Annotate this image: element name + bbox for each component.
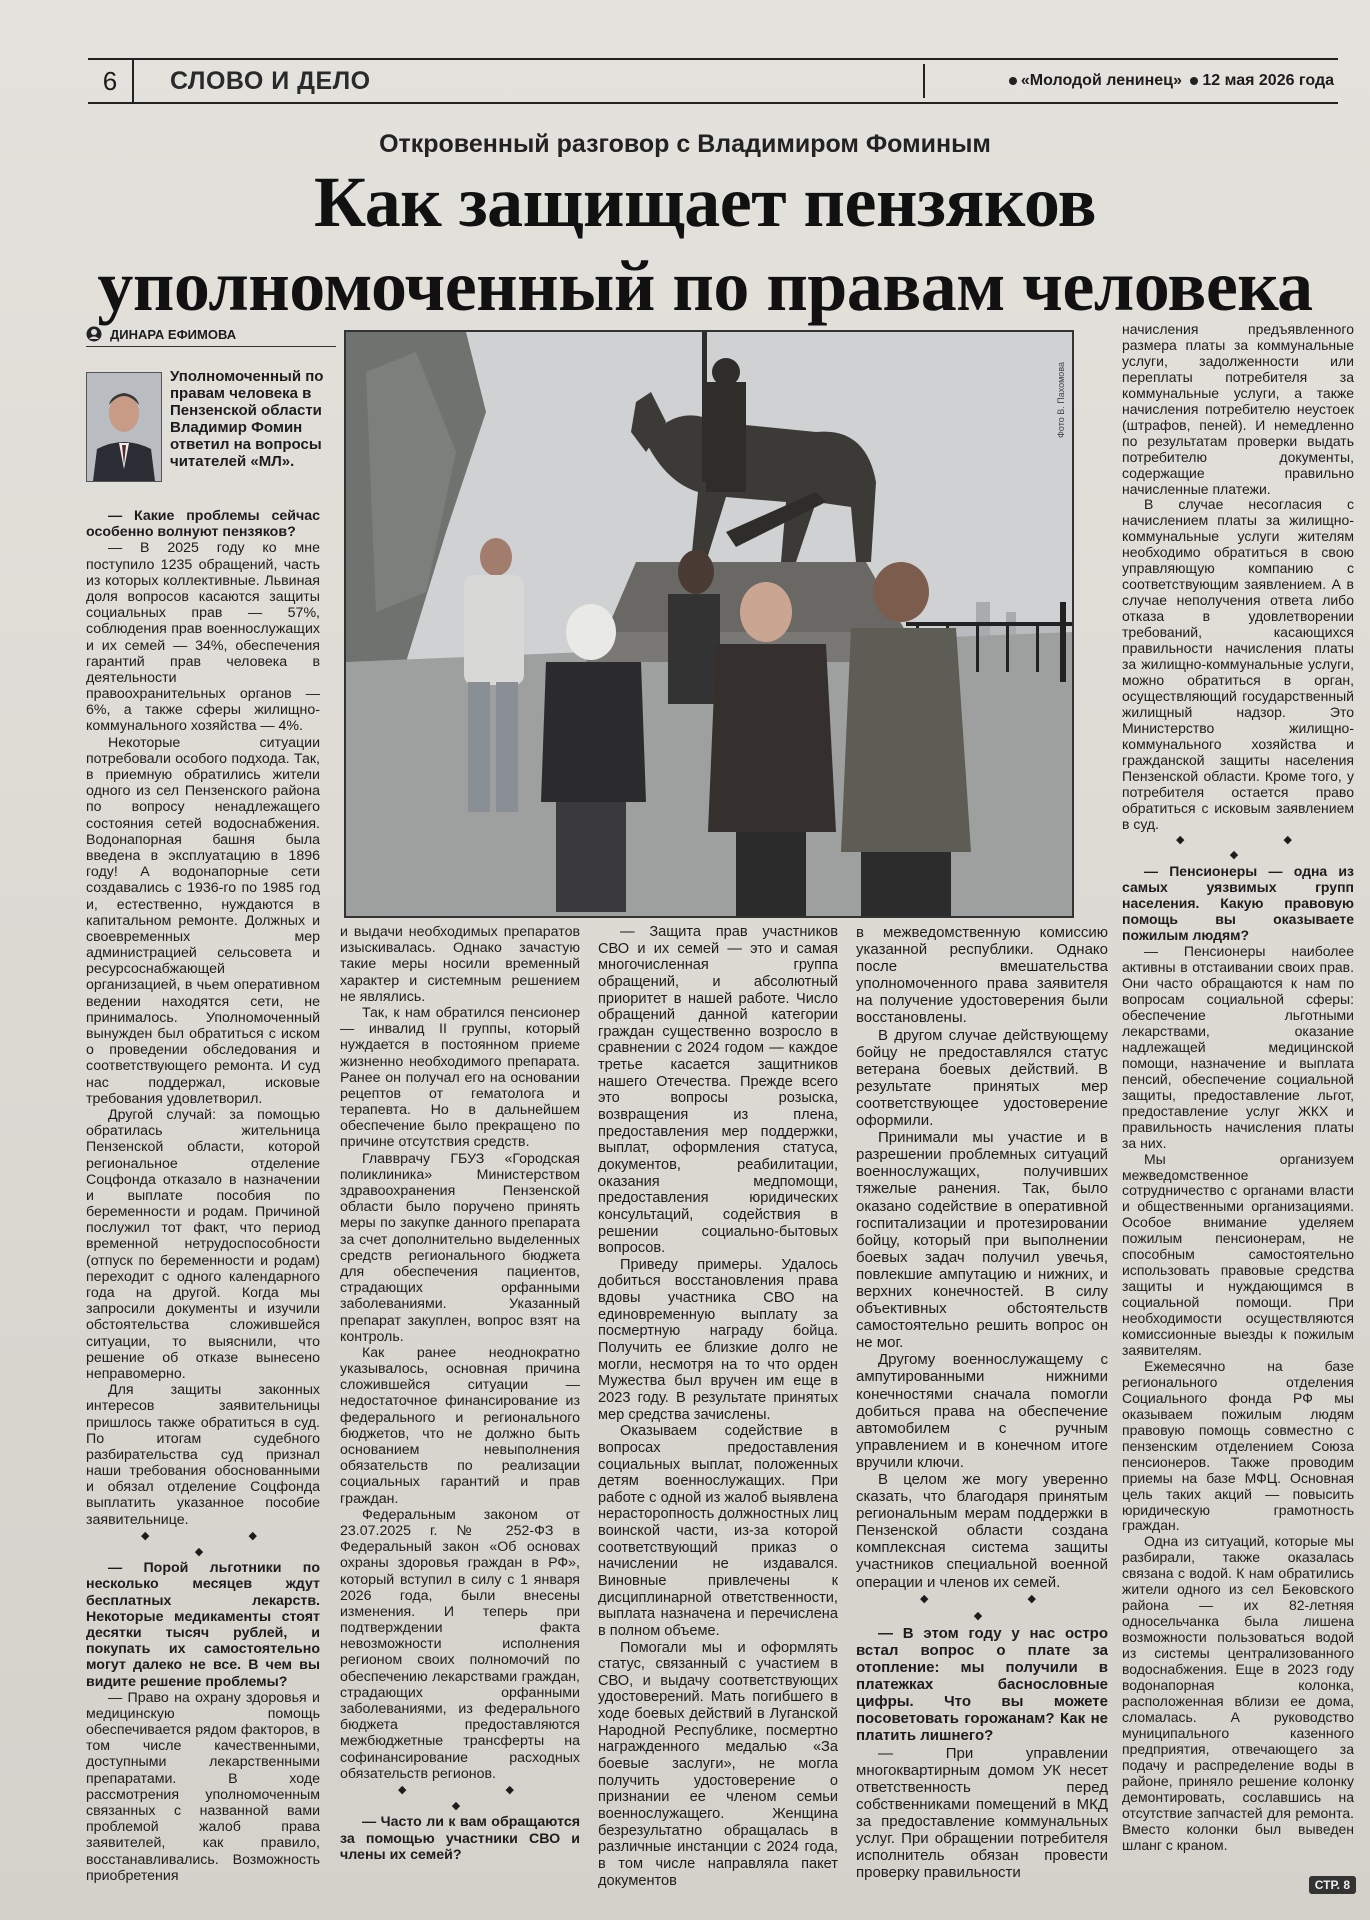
interview-question: — Часто ли к вам обращаются за помощью участники СВО и члены их семей? xyxy=(340,1814,580,1863)
article-column-5 xyxy=(1122,322,1354,1854)
article-paragraph: — Защита прав участников СВО и их семей — это и самая многочисленная группа обращений, и абсолютный приоритет в нашей работе. Число обращений данной категории граждан существенно возросло в сравнении с 2024 годом — каждое третье касается защитников нашего Отечества. Прежде всего это вопросы розыска, возвращения из плена, предоставления мер поддержки, выплат, оформления статуса, документов, реабилитации, оказания медпомощи, предоставления юридических консультаций, содействия в решении социально-бытовых вопросов. xyxy=(598,924,838,1257)
article-paragraph: Как ранее неоднократно указывалось, основная причина сложившейся ситуации — недостаточное финансирование из федерального и регионального бюджетов, что не должно быть основанием невыполнения обязательств по реализации социальных гарантий и прав граждан. xyxy=(340,1344,580,1507)
article-lead: Уполномоченный по правам человека в Пензенской области Владимир Фомин ответил на вопросы читателей «МЛ». xyxy=(170,368,324,470)
article-paragraph: В целом же могу уверенно сказать, что благодаря принятым региональным мерам поддержки в Пензенской области создана комплексная система защиты участников специальной военной операции и членов их семей. xyxy=(856,1471,1108,1591)
article-paragraph: начисления предъявленного размера платы за коммунальные услуги, задолженности или переплаты потребителя за коммунальные услуги, а также начисления потребителю неустоек (штрафов, пеней). И немедленно по результатам проверки выдать потребителю документы, содержащие правильно начисленные платежи. xyxy=(1122,321,1354,497)
section-divider: ◆ ◆ ◆ xyxy=(920,1592,1084,1622)
header-divider xyxy=(923,64,925,98)
author-portrait xyxy=(86,372,162,482)
article-column-4 xyxy=(856,924,1108,1881)
page-header xyxy=(88,58,1338,104)
article-paragraph: В случае несогласия с начислением платы за жилищно-коммунальные услуги жителям необходимо обратиться в свою управляющую компанию с соответствующим заявлением. А в случае неполучения ответа либо отказа в удовлетворении требований, касающихся правильности начисления платы за жилищно-коммунальные услуги, можно обратиться в орган, осуществляющий государственный жилищный надзор. Это Министерство жилищно-коммунального хозяйства и гражданской защиты населения Пензенской области. Кроме того, у потребителя остается право обратиться с исковым заявлением в суд. xyxy=(1122,496,1354,832)
monument-scene-illustration xyxy=(346,332,1072,916)
author-name: ДИНАРА ЕФИМОВА xyxy=(110,326,237,342)
article-paragraph: Одна из ситуаций, которые мы разбирали, также оказалась связана с водой. К нам обратились жители одного из сел Бековского района — их 82-летняя односельчанка была лишена возможности пользоваться водой из системы централизованного водоснабжения. Еще в 2023 году водонапорная колонка, расположенная вблизи ее дома, сломалась. А руководство муниципального казенного предприятия, отвечающего за подачу и распределение воды в районе, приняло решение колонку демонтировать, сославшись на отсутствие запчастей для ремонта. Вместо колонки был выведен шланг с краном. xyxy=(1122,1533,1354,1853)
article-paragraph: Главврачу ГБУЗ «Городская поликлиника» Министерством здравоохранения Пензенской области было поручено принять меры по закупке данного препарата за счет дополнительно выделенных средств регионального бюджета для обеспечения пациентов, страдающих орфанными заболеваниями. Указанный препарат закуплен, вопрос взят на контроль. xyxy=(340,1150,580,1345)
article-paragraph: в межведомственную комиссию указанной республики. Однако после вмешательства уполномоченного права заявителя на получение удостоверения были восстановлены. xyxy=(856,924,1108,1027)
article-paragraph: Оказываем содействие в вопросах предоставления социальных выплат, положенных детям военнослужащих. При работе с одной из жалоб выявлена нерасторопность должностных лиц воинской части, из-за которой соответствующий приказ о начислении не издавался. Виновные привлечены к дисциплинарной ответственности, выплата назначена и перечислена в полном объеме. xyxy=(598,1423,838,1639)
section-divider: ◆ ◆ ◆ xyxy=(141,1529,305,1558)
article-paragraph: Некоторые ситуации потребовали особого подхода. Так, в приемную обратились жители одного из сел Пензенского района по вопросу ненадлежащего состояния сетей водоснабжения. Водонапорная башня была введена в эксплуатацию в 1896 году! А водонапорные сети создавались с 1936-го по 1985 год и, естественно, нуждаются в капитальном ремонте. Должных и своевременных мер администрацией сельсовета и ресурсоснабжающей организацией, в чьем оперативном ведении находятся сети, не принималось. Уполномоченный вынужден был обратиться с иском о проведении обследования и соответствующего ремонта. И суд нас поддержал, исковые требования удовлетворил. xyxy=(86,734,320,1107)
issue-date: 12 мая 2026 года xyxy=(1202,72,1334,89)
portrait-figure xyxy=(87,373,161,481)
main-photo xyxy=(344,330,1074,918)
article-paragraph: Приведу примеры. Удалось добиться восстановления права вдовы участника СВО на единовременную выплату за посмертную награду бойца. Получить ее близкие долго не могли, несмотря на то что орден Мужества был вручен им еще в 2023 году. В результате принятых мер средства зачислены. xyxy=(598,1256,838,1423)
article-paragraph: Другому военнослужащему с ампутированными нижними конечностями сначала помогли добиться права на обеспечение автомобилем с ручным управлением и в конечном итоге вручили ключи. xyxy=(856,1351,1108,1471)
article-paragraph: Ежемесячно на базе регионального отделения Социального фонда РФ мы оказываем пожилым людям правовую помощь совместно с пензенским отделением Союза пенсионеров. Также проводим приемы на базе МФЦ. Основная цель таких акций — повысить юридическую грамотность граждан. xyxy=(1122,1357,1354,1534)
article-kicker: Откровенный разговор с Владимиром Фоминым xyxy=(379,130,991,158)
newspaper-name: «Молодой ленинец» xyxy=(1020,72,1182,89)
byline xyxy=(86,326,336,347)
article-headline xyxy=(60,160,1350,328)
continued-marker: СТР. 8 xyxy=(1309,1876,1356,1894)
article-paragraph: Федеральным законом от 23.07.2025 г. № 252-ФЗ в Федеральный закон «Об основах охраны здоровья граждан в РФ», который вступил в силу с 1 января 2026 года, были внесены изменения. И теперь при подтверждении факта невозможности исполнения регионом своих полномочий по обеспечению лекарствами граждан, страдающих орфанными заболеваниями, из федерального бюджета предоставляются межбюджетные трансферты на софинансирование расходных обязательств регионов. xyxy=(340,1506,580,1782)
article-paragraph: В другом случае действующему бойцу не предоставлялся статус ветерана боевых действий. В результате принятых мер соответствующее удостоверение оформили. xyxy=(856,1026,1108,1130)
interview-question: — В этом году у нас остро встал вопрос о плате за отопление: мы получили в платежках баснословные цифры. Что вы можете посоветовать горожанам? Как не платить лишнего? xyxy=(856,1624,1108,1745)
article-paragraph: Помогали мы и оформлять статус, связанный с участием в СВО, и выдачу соответствующих удостоверений. Мать погибшего в ходе боевых действий в Луганской Народной Республике, посмертно награжденного медалью «За боевые заслуги», не могла получить удостоверение о признании ее членом семьи военнослужащего. Женщина безрезультатно обращалась в различные инстанции с 2024 года, в том числе направляла пакет документов xyxy=(598,1639,838,1889)
publication-info xyxy=(1005,72,1338,90)
article-paragraph: Мы организуем межведомственное сотрудничество с органами власти и общественными организациями. Особое внимание уделяем пожилым пенсионерам, не способным самостоятельно использовать правовые средства защиты и нуждающимся в социальной помощи. При необходимости осуществляются комиссионные выезды к пожилым заявителям. xyxy=(1122,1150,1354,1358)
article-paragraph: Для защиты законных интересов заявительницы пришлось также обратиться в суд. По итогам судебного разбирательства суд признал наши требования обоснованными и обязал отделение Соцфонда выплатить указанное пособие заявительнице. xyxy=(86,1382,320,1528)
article-paragraph: — В 2025 году ко мне поступило 1235 обращений, часть из которых коллективные. Львиная доля вопросов касаются защиты социальных прав — 57%, соблюдения прав военнослужащих и их семей — 34%, обеспечения гарантий прав человека в деятельности правоохранительных органов — 6%, а также сферы жилищно-коммунального хозяйства — 4%. xyxy=(86,540,320,735)
article-paragraph: Принимали мы участие и в разрешении проблемных ситуаций военнослужащих, получивших тяжелые ранения. Так, было оказано содействие в оперативной госпитализации и протезировании бойцу, который при выполнении боевых задач получил увечья, повлекшие ампутацию и нижних, и верхних конечностей. В силу объективных обстоятельств самостоятельно решить вопрос он не мог. xyxy=(856,1129,1108,1352)
photo-credit: Фото В. Пахомова xyxy=(1056,362,1066,438)
article-paragraph: — Пенсионеры наиболее активны в отстаивании своих прав. Они часто обращаются к нам по вопросам социальной сферы: обеспечение льготными лекарствами, оказание надлежащей медицинской помощи, назначение и выплата пенсий, обеспечение социальной защиты, предоставление льгот, предоставление услуг ЖКХ и правильность начисления платы за них. xyxy=(1122,943,1354,1151)
headline-line-2: уполномоченный по правам человека xyxy=(97,246,1313,326)
interview-question: — Какие проблемы сейчас особенно волнуют пензяков? xyxy=(86,508,320,541)
section-divider: ◆ ◆ ◆ xyxy=(1176,833,1340,862)
article-paragraph: Так, к нам обратился пенсионер — инвалид II группы, который нуждается в постоянном приеме жизненно необходимого препарата. Ранее он получал его на основании рецептов от гематолога и терапевта. Но в дальнейшем обеспечение было прекращено по причине отсутствия средств. xyxy=(340,1004,580,1151)
bullet-icon xyxy=(1190,77,1198,85)
headline-line-1: Как защищает пензяков xyxy=(314,162,1096,242)
article-paragraph: и выдачи необходимых препаратов изыскивалась. Однако зачастую такие меры носили временный характер и системным решением не являлись. xyxy=(340,924,580,1005)
article-paragraph: Другой случай: за помощью обратилась жительница Пензенской области, которой региональное отделение Соцфонда отказало в назначении и выплате пособия по беременности и родам. Причиной послужил тот факт, что период временной нетрудоспособности (отпуск по беременности и родам) переходит с одного календарного года на другой. Когда мы запросили документы и изучили обстоятельства сложившейся ситуации, то выяснили, что решение об отказе вынесено неправомерно. xyxy=(86,1106,320,1382)
article-column-3 xyxy=(598,924,838,1889)
article-column-1 xyxy=(86,508,320,1884)
page-number: 6 xyxy=(88,60,134,102)
rubric-title: СЛОВО И ДЕЛО xyxy=(170,66,371,95)
interview-question: — Порой льготники по несколько месяцев ждут бесплатных лекарств. Некоторые медикаменты стоят десятки тысяч рублей, и покупать их самостоятельно могут далеко не все. В чем вы видите решение проблемы? xyxy=(86,1560,320,1690)
author-icon xyxy=(86,326,102,342)
article-column-2 xyxy=(340,924,580,1863)
interview-question: — Пенсионеры — одна из самых уязвимых групп населения. Какую правовую помощь вы оказываете пожилым людям? xyxy=(1122,863,1354,944)
section-divider: ◆ ◆ ◆ xyxy=(398,1783,562,1813)
bullet-icon xyxy=(1009,77,1017,85)
article-paragraph: — Право на охрану здоровья и медицинскую помощь обеспечивается рядом факторов, в том числе качественными, доступными лекарственными препаратами. В ходе рассмотрения уполномоченным связанных с названной вами проблемой жалоб права заявителей, как правило, восстанавливались. Возможность приобретения xyxy=(86,1689,320,1884)
article-paragraph: — При управлении многоквартирным домом УК несет ответственность перед собственниками помещений в МКД за предоставление коммунальных услуг. При обращении потребителя исполнитель обязан провести проверку правильности xyxy=(856,1744,1108,1882)
